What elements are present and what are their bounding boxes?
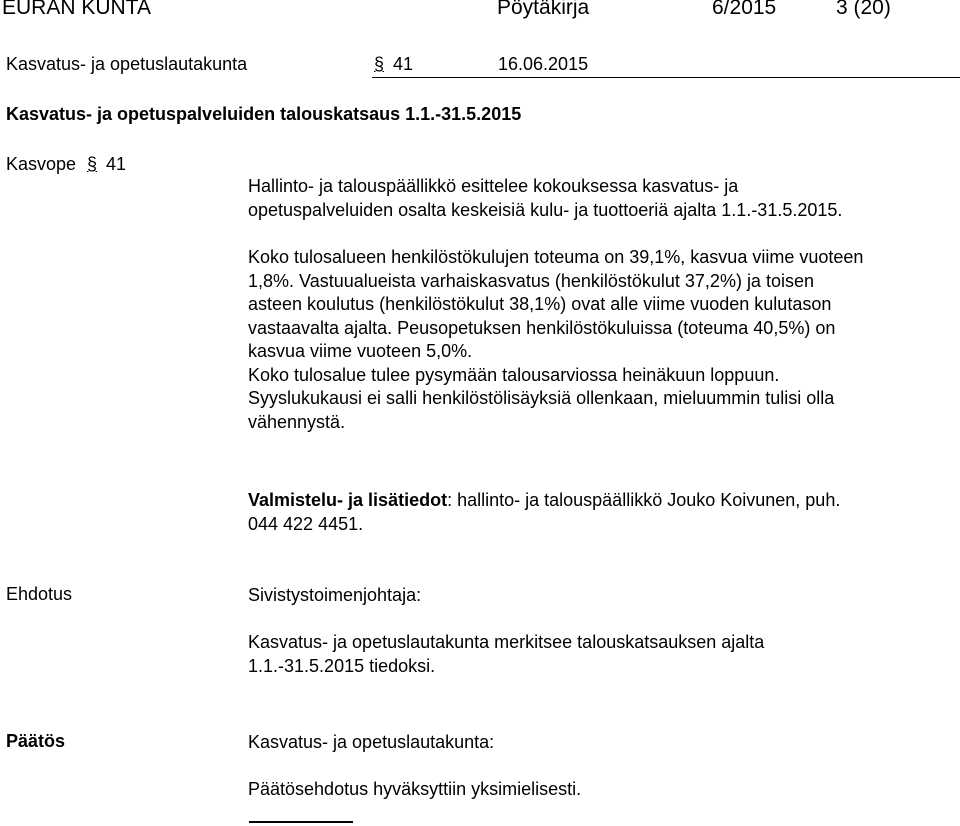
- preparation-text: : hallinto- ja talouspäällikkö Jouko Koivunen, puh.: [447, 490, 841, 510]
- preparation-phone: 044 422 4451.: [248, 513, 364, 534]
- body-line: vähennystä.: [248, 411, 346, 432]
- intro-paragraph: [248, 175, 960, 222]
- kasvope-number: 41: [106, 154, 127, 174]
- preparation-info: [248, 489, 960, 536]
- page-title: Kasvatus- ja opetuspalveluiden talouskatsaus 1.1.-31.5.2015: [6, 104, 522, 124]
- board-name: Kasvatus- ja opetuslautakunta: [6, 54, 248, 74]
- document-type: Pöytäkirja: [497, 0, 590, 19]
- body-line: asteen koulutus (henkilöstökulut 38,1%) ovat alle viime vuoden kulutason: [248, 294, 832, 314]
- decision-section: [248, 731, 960, 802]
- preparation-label: Valmistelu- ja lisätiedot: [248, 490, 448, 510]
- kasvope-section-mark: §: [87, 154, 98, 174]
- body-line: kasvua viime vuoteen 5,0%.: [248, 341, 473, 361]
- section-mark: §: [374, 54, 385, 74]
- proposal-text: 1.1.-31.5.2015 tiedoksi.: [248, 655, 436, 676]
- body-line: Koko tulosalueen henkilöstökulujen toteuma on 39,1%, kasvua viime vuoteen: [248, 247, 864, 267]
- body-line: 1,8%. Vastuualueista varhaiskasvatus (henkilöstökulut 37,2%) ja toisen: [248, 270, 814, 291]
- intro-line: Hallinto- ja talouspäällikkö esittelee kokouksessa kasvatus- ja: [248, 176, 739, 196]
- body-paragraph: [248, 246, 960, 434]
- minutes-number: 6/2015: [712, 0, 777, 19]
- proposal-text: Kasvatus- ja opetuslautakunta merkitsee talouskatsauksen ajalta: [248, 632, 765, 652]
- header-rule: [372, 77, 960, 78]
- closing-rule: [249, 821, 353, 823]
- body-line: Syyslukukausi ei salli henkilöstölisäyksiä ollenkaan, mieluummin tulisi olla: [248, 388, 835, 408]
- intro-line: opetuspalveluiden osalta keskeisiä kulu- ja tuottoeriä ajalta 1.1.-31.5.2015.: [248, 199, 843, 220]
- municipality-name: EURAN KUNTA: [2, 0, 151, 19]
- section-number: 41: [393, 54, 414, 74]
- body-line: Koko tulosalue tulee pysymään talousarviossa heinäkuun loppuun.: [248, 364, 780, 385]
- proposer: Sivistystoimenjohtaja:: [248, 585, 422, 605]
- proposal-label: Ehdotus: [6, 584, 73, 604]
- page-number: 3 (20): [836, 0, 891, 19]
- decision-label: Päätös: [6, 731, 66, 751]
- proposal-section: [248, 584, 960, 678]
- body-line: vastaavalta ajalta. Peusopetuksen henkilöstökuluissa (toteuma 40,5%) on: [248, 317, 836, 338]
- kasvope-label: Kasvope: [6, 154, 77, 174]
- meeting-date: 16.06.2015: [498, 54, 589, 74]
- decider: Kasvatus- ja opetuslautakunta:: [248, 732, 495, 752]
- decision-text: Päätösehdotus hyväksyttiin yksimielisesti.: [248, 779, 582, 799]
